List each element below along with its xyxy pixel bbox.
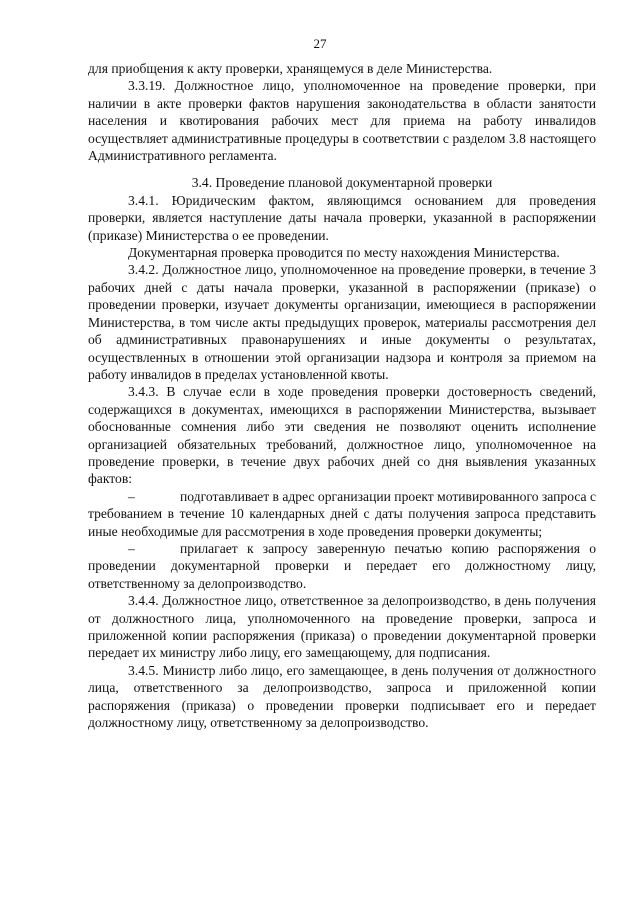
list-item-attach-copy xyxy=(88,540,596,592)
list-dash: – xyxy=(128,488,135,504)
list-item-text: подготавливает в адрес организации проект мотивированного запроса с требованием в течение 10 календарных дней с даты получения запроса представить иные необходимые для рассмотрения в ходе проведения проверки документы; xyxy=(88,488,596,539)
paragraph-3-3-19: 3.3.19. Должностное лицо, уполномоченное на проведение проверки, при наличии в акте проверки фактов нарушения законодательства в области занятости населения и квотирования рабочих мест для приема на работу инвалидов осуществляет административные процедуры в соответствии с разделом 3.8 настоящего Административного регламента. xyxy=(88,78,596,164)
list-dash: – xyxy=(128,540,135,556)
paragraph-3-4-5: 3.4.5. Министр либо лицо, его замещающее, в день получения от должностного лица, ответственного за делопроизводство, запроса и приложенной копии распоряжения (приказа) о проведении проверки подписывает его и передает должностному лицу, ответственному за делопроизводство. xyxy=(88,662,596,731)
list-item-text: прилагает к запросу заверенную печатью копию распоряжения о проведении документарной проверки и передает его должностному лицу, ответственному за делопроизводство. xyxy=(88,540,596,591)
paragraph-3-4-3: 3.4.3. В случае если в ходе проведения проверки достоверность сведений, содержащихся в документах, имеющихся в распоряжении Министерства, вызывает обоснованные сомнения либо эти сведения не позволяют оценить исполнение организацией обязательных требований, должностное лицо, уполномоченное на проведение проверки, в течение двух рабочих дней со дня выявления указанных фактов: xyxy=(88,384,596,487)
paragraph-continuation: для приобщения к акту проверки, хранящемуся в деле Министерства. xyxy=(88,61,493,76)
document-body xyxy=(88,60,596,731)
page-number: 27 xyxy=(313,36,327,51)
section-heading-3-4: 3.4. Проведение плановой документарной проверки xyxy=(191,175,493,191)
list-item-prepare-request xyxy=(88,488,596,540)
paragraph-documentary-check-location: Документарная проверка проводится по месту нахождения Министерства. xyxy=(128,245,560,261)
paragraph-3-4-2: 3.4.2. Должностное лицо, уполномоченное на проведение проверки, в течение 3 рабочих дней с даты начала проверки, указанной в распоряжении (приказе) о проведении проверки, изучает документы организации, имеющиеся в распоряжении Министерства, в том числе акты предыдущих проверок, материалы рассмотрения дел об административных правонарушениях и иные документы о результатах, осуществленных в отношении этой организации надзора и контроля за приемом на работу инвалидов в пределах установленной квоты. xyxy=(88,262,596,382)
paragraph-3-4-4: 3.4.4. Должностное лицо, ответственное за делопроизводство, в день получения от должностного лица, уполномоченного на проведение проверки, запроса и приложенной копии распоряжения (приказа) о проведении документарной проверки передает их министру либо лицу, его замещающему, для подписания. xyxy=(88,593,596,661)
paragraph-3-4-1: 3.4.1. Юридическим фактом, являющимся основанием для проведения проверки, является наступление даты начала проверки, указанной в распоряжении (приказе) Министерства о ее проведении. xyxy=(88,192,596,243)
